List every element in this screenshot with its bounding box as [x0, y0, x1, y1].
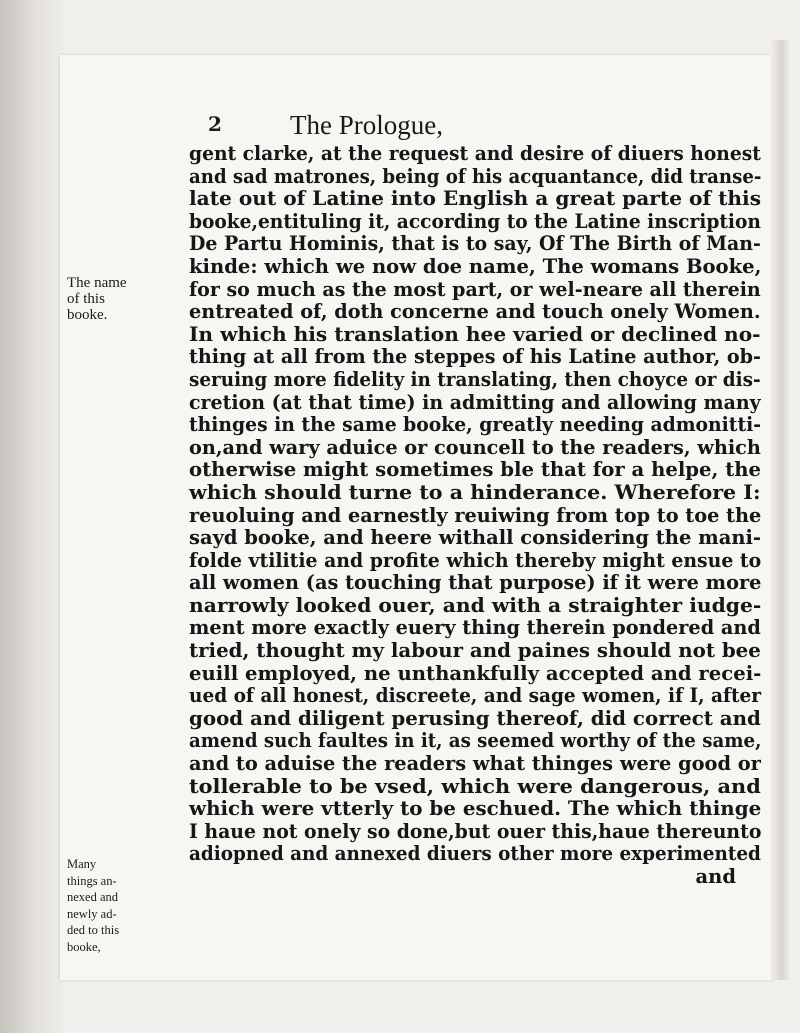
text-line: De Partu Hominis, that is to say, Of The Birth of Man-: [189, 232, 761, 256]
text-line: In which his translation hee varied or declined no-: [189, 322, 761, 346]
text-line: tollerable to be vsed, which were dangerous, and: [189, 774, 761, 798]
margin-note-annexed-things: [67, 856, 185, 955]
text-line: ued of all honest, discreete, and sage women, if I, after: [189, 684, 762, 708]
text-line: and sad matrones, being of his acquantance, did transe-: [189, 164, 762, 188]
margin-note-line: The name: [67, 275, 127, 291]
text-line: I haue not onely so done,but ouer this,haue thereunto: [189, 819, 762, 843]
text-line: gent clarke, at the request and desire of diuers honest: [189, 142, 761, 165]
text-line: seruing more fidelity in translating, then choyce or dis-: [189, 367, 761, 391]
running-title: The Prologue,: [290, 110, 443, 140]
text-line: good and diligent perusing thereof, did correct and: [189, 706, 761, 730]
text-line: tried, thought my labour and paines should not bee: [189, 639, 761, 663]
margin-note-line: booke.: [67, 307, 108, 323]
text-line: euill employed, ne unthankfully accepted and recei-: [189, 661, 762, 685]
text-line: entreated of, doth concerne and touch onely Women.: [189, 300, 761, 324]
text-line: for so much as the most part, or wel-neare all therein: [189, 277, 761, 301]
text-line: sayd booke, and heere withall considering the mani-: [189, 526, 761, 550]
page-number: 2: [208, 112, 222, 136]
text-line: on,and wary aduice or councell to the readers, which: [189, 435, 761, 459]
text-line: thing at all from the steppes of his Latine author, ob-: [189, 345, 761, 369]
text-line: adiopned and annexed diuers other more experimented: [189, 842, 761, 866]
margin-note-book-name: [67, 275, 185, 323]
margin-note-line: Many: [67, 857, 97, 871]
text-line: ment more exactly euery thing therein pondered and: [189, 616, 761, 640]
page-header: [208, 112, 748, 138]
binding-gutter: [0, 0, 64, 1033]
text-line: cretion (at that time) in admitting and allowing many: [189, 390, 761, 414]
text-line: and to aduise the readers what thinges were good or: [189, 752, 761, 776]
margin-note-line: newly ad-: [67, 906, 117, 921]
text-line: reuoluing and earnestly reuiwing from top to toe the: [189, 503, 762, 527]
margin-note-line: nexed and: [67, 890, 119, 904]
margin-note-line: things an-: [67, 873, 117, 888]
text-line: thinges in the same booke, greatly needing admonitti-: [189, 413, 762, 437]
text-line: folde vtilitie and profite which thereby might ensue to: [189, 548, 762, 572]
text-line: otherwise might sometimes ble that for a helpe, the: [189, 458, 762, 482]
text-line: which should turne to a hinderance. Wherefore I:: [189, 480, 761, 504]
text-line: and: [695, 865, 736, 888]
text-line: all women (as touching that purpose) if it were more: [189, 571, 762, 595]
text-line: kinde: which we now doe name, The womans Booke,: [189, 254, 762, 278]
page-edge-shadow: [770, 40, 790, 980]
margin-note-line: booke,: [67, 939, 101, 954]
text-line: amend such faultes in it, as seemed worthy of the same,: [189, 729, 762, 753]
text-line: late out of Latine into English a great parte of this: [189, 187, 762, 211]
margin-note-line: ded to this: [67, 923, 120, 937]
text-line: booke,entituling it, according to the Latine inscription: [189, 209, 761, 233]
margin-note-line: of this: [67, 291, 105, 307]
text-line: which were vtterly to be eschued. The which thinge: [189, 797, 762, 821]
text-line: narrowly looked ouer, and with a straighter iudge-: [189, 593, 762, 617]
body-text: [189, 143, 761, 889]
